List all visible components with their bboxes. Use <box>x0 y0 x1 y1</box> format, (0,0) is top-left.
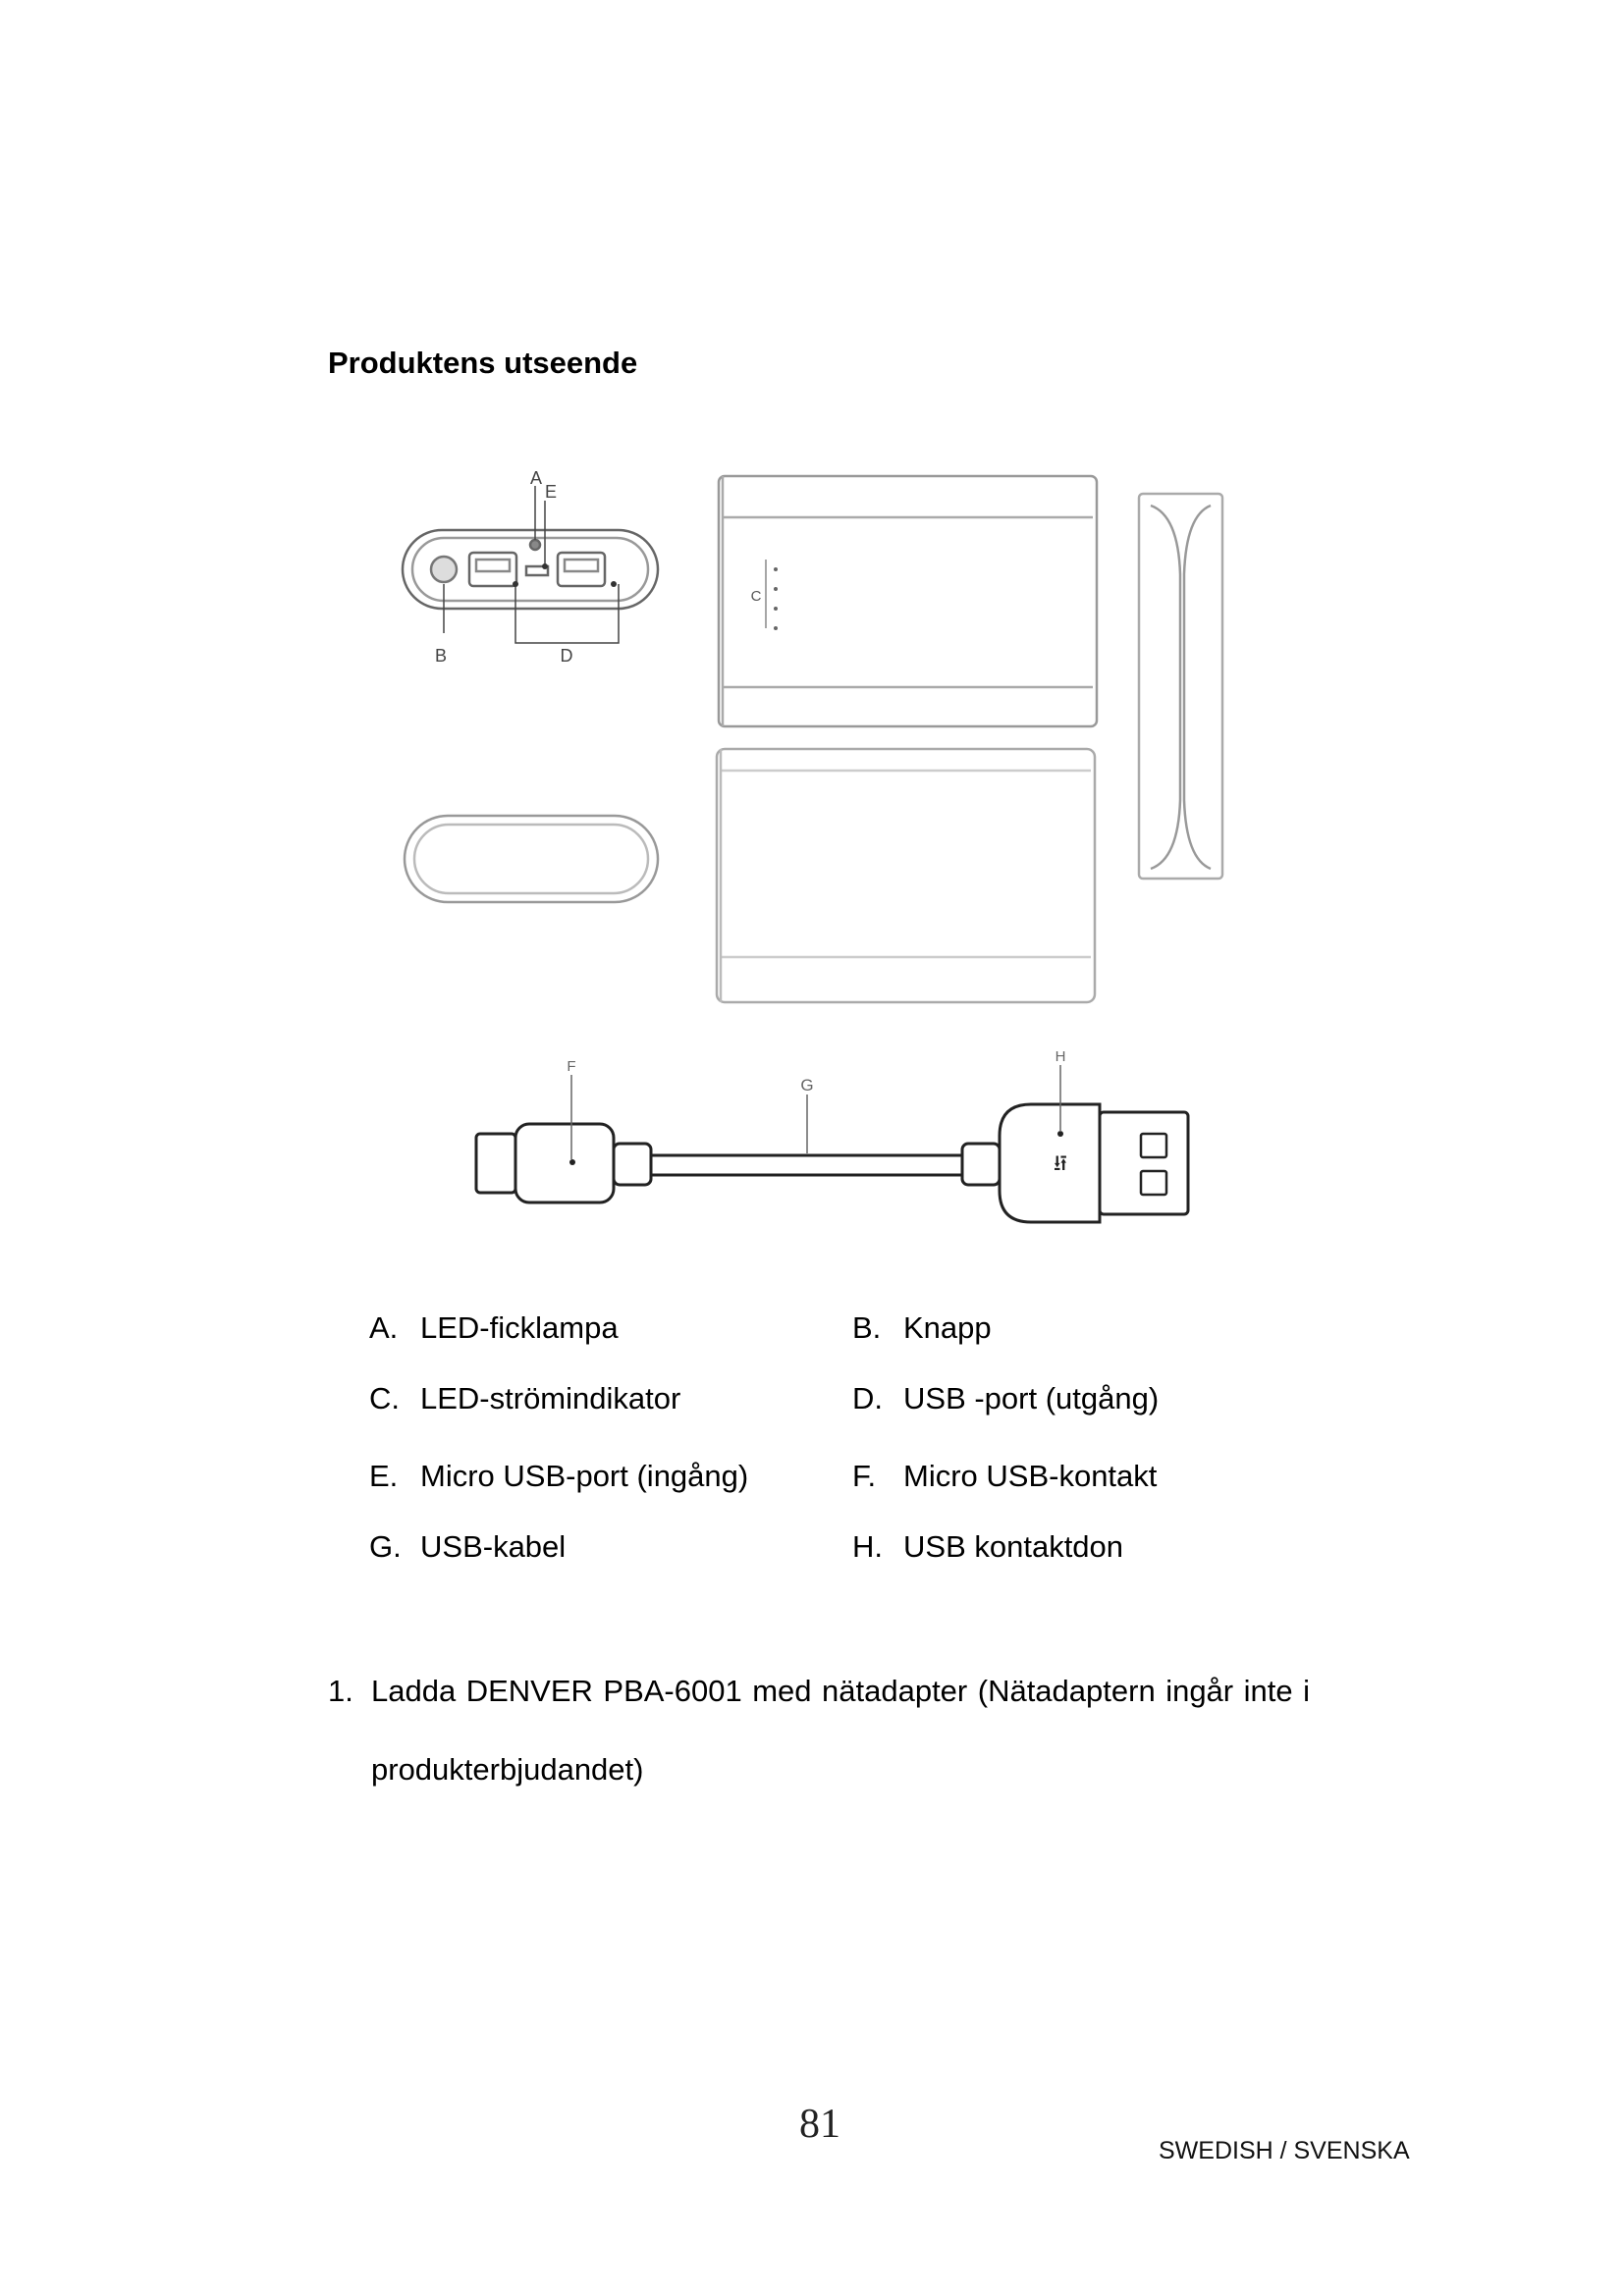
label-f: F <box>567 1058 576 1075</box>
label-h: H <box>1055 1048 1066 1065</box>
label-d: D <box>560 646 573 666</box>
power-bank-side-view <box>1139 494 1222 879</box>
part-item-h: H. USB kontaktdon <box>852 1529 1124 1564</box>
usb-icon: ⭿ <box>1053 1151 1068 1176</box>
part-item-d: D. USB -port (utgång) <box>852 1381 1160 1415</box>
power-bank-back-view <box>405 816 658 902</box>
page-number: 81 <box>799 2102 840 2147</box>
usb-a-plug-h <box>1000 1104 1100 1222</box>
parts-row <box>369 1459 1312 1498</box>
label-g: G <box>800 1076 814 1095</box>
part-item-e: E. Micro USB-port (ingång) <box>369 1459 749 1493</box>
label-e: E <box>544 482 558 502</box>
label-c: C <box>750 588 762 605</box>
label-a: A <box>529 468 543 488</box>
parts-row <box>369 1381 1312 1420</box>
power-bank-bottom-view <box>717 749 1095 1002</box>
parts-row <box>369 1310 1312 1350</box>
step-text: Ladda DENVER PBA-6001 med nätadapter (Nätadaptern ingår inte i produkterbjudandet) <box>371 1674 1310 1787</box>
micro-usb-plug-f <box>476 1134 515 1193</box>
label-b: B <box>434 646 448 666</box>
power-bank-front-view <box>403 468 658 666</box>
part-item-g: G. USB-kabel <box>369 1529 567 1564</box>
language-footer: SWEDISH / SVENSKA <box>1159 2137 1410 2164</box>
product-diagram <box>353 447 1296 1252</box>
section-heading: Produktens utseende <box>328 346 638 380</box>
step-number: 1. <box>328 1674 353 1708</box>
led-flashlight-a <box>530 540 540 550</box>
part-item-f: F. Micro USB-kontakt <box>852 1459 1158 1493</box>
part-item-c: C. LED-strömindikator <box>369 1381 681 1415</box>
power-bank-top-view <box>719 476 1097 726</box>
part-item-b: B. Knapp <box>852 1310 992 1345</box>
usb-cable-illustration <box>476 1048 1188 1222</box>
part-item-a: A. LED-ficklampa <box>369 1310 619 1345</box>
parts-row <box>369 1529 1312 1569</box>
button-b <box>431 557 457 582</box>
